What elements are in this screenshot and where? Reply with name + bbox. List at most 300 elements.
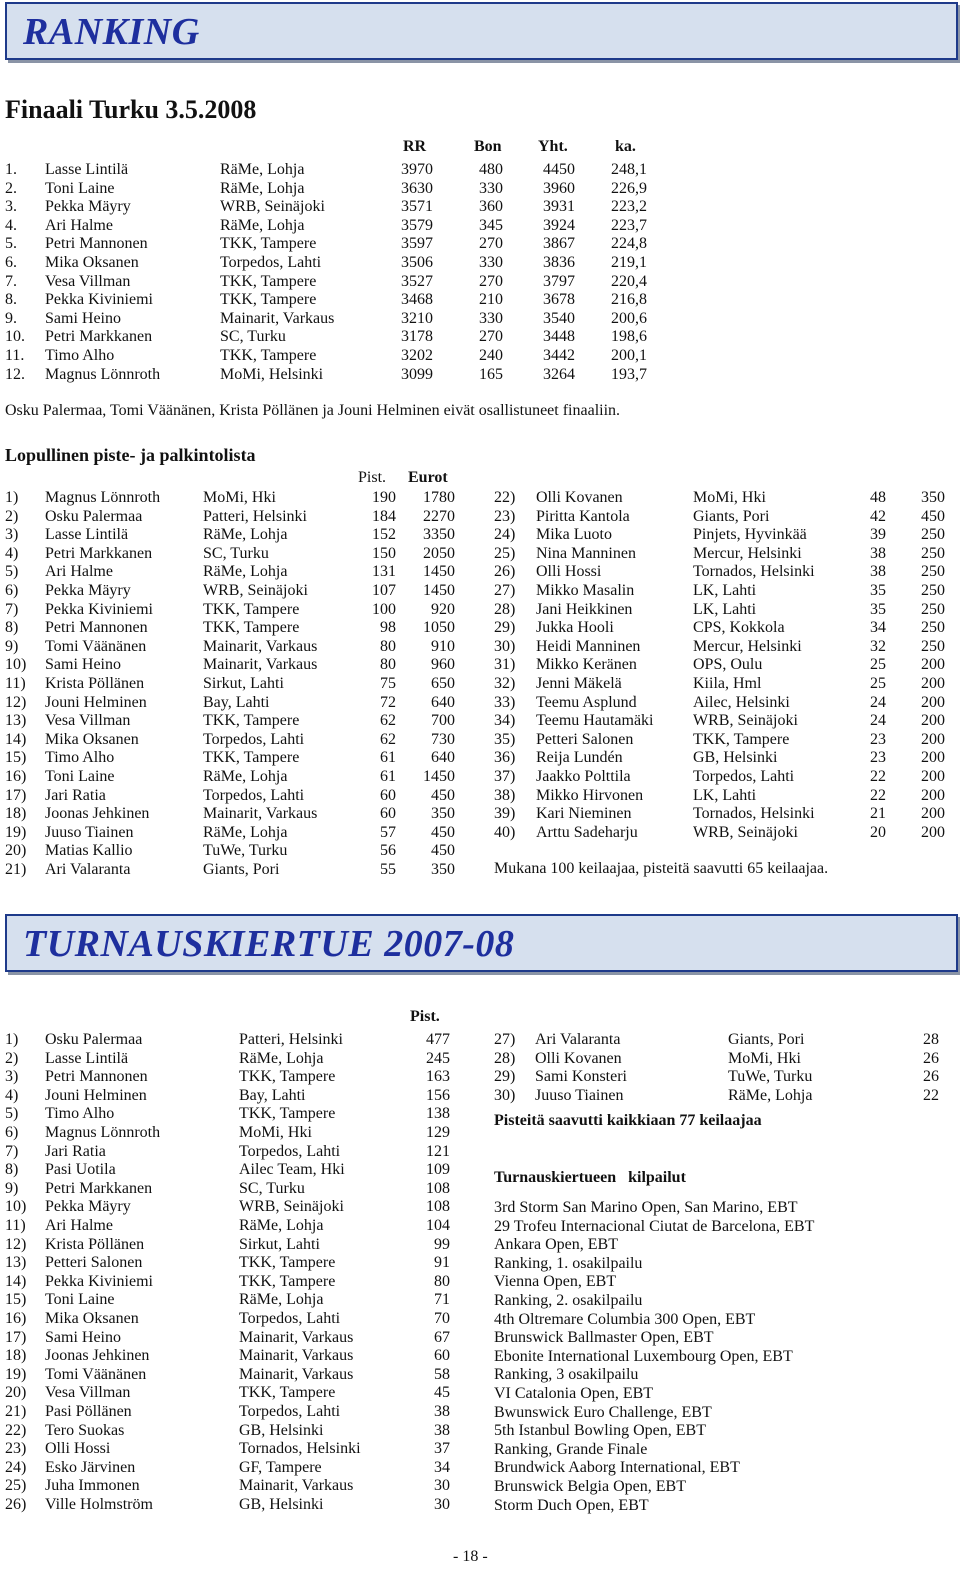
turnaus-row [0, 1086, 960, 1105]
euros: 200 [921, 749, 945, 767]
bonus-score: 330 [479, 179, 503, 197]
club: Giants, Pori [693, 507, 770, 525]
competition-item: Ranking, 2. osakilpailu [494, 1292, 643, 1309]
turnaus-row [0, 1309, 480, 1328]
player-name: Sami Konsteri [535, 1068, 627, 1086]
turnaus-row [0, 1328, 480, 1347]
points: 75 [380, 675, 396, 692]
total-score: 3867 [543, 235, 575, 253]
club: WRB, Seinäjoki [239, 1198, 344, 1216]
lopullinen-row [0, 655, 960, 674]
player-name: Ville Holmström [45, 1496, 153, 1513]
club: Patteri, Helsinki [203, 507, 307, 525]
rank: 10) [5, 1198, 27, 1216]
bonus-score: 210 [479, 291, 503, 309]
euros: 200 [921, 823, 945, 841]
lopullinen-row [0, 860, 480, 879]
points: 61 [380, 768, 396, 785]
club: RäMe, Lohja [239, 1049, 324, 1067]
club: Giants, Pori [728, 1031, 805, 1048]
player-name: Lasse Lintilä [45, 526, 129, 544]
lopullinen-row [0, 525, 960, 544]
bonus-score: 240 [479, 347, 503, 364]
points: 35 [870, 582, 886, 599]
euros: 200 [921, 730, 945, 748]
euros: 200 [921, 712, 945, 730]
player-name: Olli Kovanen [535, 1049, 622, 1067]
points: 24 [870, 693, 886, 711]
player-name: Timo Alho [45, 749, 115, 767]
rank: 2) [5, 507, 19, 525]
total-score: 3960 [543, 179, 575, 197]
club: RäMe, Lohja [220, 161, 305, 178]
competition-item: 29 Trofeu Internacional Ciutat de Barcelona, EBT [494, 1217, 815, 1235]
club: TKK, Tampere [239, 1384, 336, 1402]
rank: 2. [5, 179, 17, 197]
rr-score: 3571 [401, 198, 433, 216]
euros: 1780 [423, 489, 455, 506]
rank: 21) [5, 861, 27, 878]
average: 198,6 [611, 328, 647, 346]
euros: 1450 [423, 563, 455, 581]
rank: 6. [5, 254, 17, 271]
club: TKK, Tampere [693, 730, 790, 748]
points: 60 [434, 1347, 450, 1365]
finaali-row [0, 253, 960, 272]
total-score: 3442 [543, 347, 575, 364]
points: 60 [380, 805, 396, 823]
points: 39 [870, 526, 886, 544]
rank: 16) [5, 1310, 27, 1327]
turnaus-right-table [0, 1030, 960, 1110]
club: RäMe, Lohja [220, 179, 305, 197]
rank: 23) [494, 507, 516, 525]
points: 100 [372, 600, 396, 618]
bonus-score: 270 [479, 235, 503, 253]
player-name: Mika Oksanen [45, 1310, 139, 1327]
rank: 14) [5, 730, 27, 748]
turnaus-summary: Pisteitä saavutti kaikkiaan 77 keilaajaa [494, 1112, 762, 1129]
average: 223,7 [611, 216, 647, 234]
player-name: Jani Heikkinen [536, 600, 633, 618]
rr-score: 3506 [401, 254, 433, 271]
points: 25 [870, 675, 886, 692]
player-name: Jenni Mäkelä [536, 675, 622, 692]
lopullinen-row [0, 562, 960, 581]
points: 60 [380, 786, 396, 804]
euros: 650 [431, 675, 455, 692]
rank: 19) [5, 823, 27, 841]
player-name: Lasse Lintilä [45, 1049, 129, 1067]
player-name: Pasi Uotila [45, 1161, 116, 1179]
competition-item: Brunswick Belgia Open, EBT [494, 1478, 686, 1495]
club: Kiila, Hml [693, 675, 762, 692]
club: LK, Lahti [693, 600, 757, 618]
player-name: Mikko Hirvonen [536, 786, 644, 804]
rank: 23) [5, 1440, 27, 1458]
club: CPS, Kokkola [693, 619, 785, 637]
player-name: Petri Mannonen [45, 1068, 148, 1086]
player-name: Arttu Sadeharju [536, 823, 638, 841]
player-name: Magnus Lönnroth [45, 489, 161, 506]
lopullinen-title: Lopullinen piste- ja palkintolista [5, 445, 256, 465]
lopullinen-row [0, 748, 960, 767]
turnaus-row [0, 1290, 480, 1309]
club: GB, Helsinki [239, 1496, 324, 1513]
points: 67 [434, 1328, 450, 1346]
points: 150 [372, 544, 396, 562]
rank: 38) [494, 786, 516, 804]
rank: 3) [5, 1068, 19, 1086]
points: 34 [870, 619, 886, 637]
player-name: Magnus Lönnroth [45, 365, 161, 383]
club: TKK, Tampere [220, 291, 317, 309]
competition-item: Ebonite International Luxembourg Open, EBT [494, 1347, 793, 1365]
club: LK, Lahti [693, 786, 757, 804]
club: SC, Turku [203, 544, 269, 562]
club: TKK, Tampere [203, 749, 300, 767]
lopullinen-row [0, 804, 960, 823]
euros: 200 [921, 656, 945, 674]
competition-item: Ranking, 1. osakilpailu [494, 1254, 643, 1272]
points: 38 [870, 544, 886, 562]
points: 55 [380, 861, 396, 878]
club: GF, Tampere [239, 1458, 322, 1476]
player-name: Olli Hossi [536, 563, 602, 581]
total-score: 4450 [543, 161, 575, 178]
player-name: Ari Valaranta [535, 1031, 621, 1048]
points: 104 [426, 1217, 450, 1234]
player-name: Petri Mannonen [45, 619, 148, 637]
rank: 39) [494, 805, 516, 823]
points: 22 [870, 768, 886, 785]
club: Sirkut, Lahti [203, 675, 284, 692]
points: 190 [372, 489, 396, 506]
points: 70 [434, 1310, 450, 1327]
club: GB, Helsinki [693, 749, 778, 767]
bonus-score: 360 [479, 198, 503, 216]
player-name: Petteri Salonen [45, 1254, 143, 1272]
player-name: Pekka Kiviniemi [45, 600, 153, 618]
turnaus-row [0, 1272, 480, 1291]
average: 193,7 [611, 365, 647, 383]
euros: 640 [431, 749, 455, 767]
club: TKK, Tampere [203, 619, 300, 637]
euros: 350 [921, 489, 945, 506]
lopullinen-row [0, 600, 960, 619]
rank: 11. [5, 347, 25, 364]
rank: 6) [5, 1124, 19, 1141]
euros: 200 [921, 693, 945, 711]
player-name: Kari Nieminen [536, 805, 632, 823]
rank: 7) [5, 600, 19, 618]
player-name: Sami Heino [45, 309, 121, 327]
points: 99 [434, 1235, 450, 1253]
rank: 19) [5, 1365, 27, 1383]
bonus-score: 345 [479, 216, 503, 234]
euros: 250 [921, 544, 945, 562]
player-name: Olli Kovanen [536, 489, 623, 506]
club: SC, Turku [220, 328, 286, 346]
club: Torpedos, Lahti [203, 730, 305, 748]
player-name: Ari Halme [45, 563, 113, 581]
euros: 450 [431, 786, 455, 804]
points: 37 [434, 1440, 450, 1458]
rr-score: 3970 [401, 161, 433, 178]
player-name: Pekka Mäyry [45, 582, 131, 599]
competitions-list [494, 1198, 954, 1528]
euros: 450 [431, 823, 455, 841]
player-name: Krista Pöllänen [45, 675, 145, 692]
rank: 33) [494, 693, 516, 711]
player-name: Mikko Masalin [536, 582, 635, 599]
finaali-row [0, 179, 960, 198]
club: Tornados, Helsinki [693, 805, 815, 823]
turnaus-row [0, 1346, 480, 1365]
bonus-score: 165 [479, 365, 503, 383]
rank: 21) [5, 1403, 27, 1420]
club: TKK, Tampere [239, 1105, 336, 1123]
player-name: Jari Ratia [45, 786, 106, 804]
player-name: Pekka Mäyry [45, 198, 131, 216]
euros: 3350 [423, 526, 455, 544]
points: 35 [870, 600, 886, 618]
points: 91 [434, 1254, 450, 1272]
points: 57 [380, 823, 396, 841]
rank: 8) [5, 1161, 19, 1179]
rank: 24) [494, 526, 516, 544]
club: TKK, Tampere [203, 712, 300, 730]
club: Torpedos, Lahti [239, 1142, 341, 1160]
competition-item: 3rd Storm San Marino Open, San Marino, EBT [494, 1199, 798, 1216]
club: TKK, Tampere [220, 347, 317, 364]
rank: 20) [5, 842, 27, 860]
points: 477 [426, 1031, 450, 1048]
points: 245 [426, 1049, 450, 1067]
points: 42 [870, 507, 886, 525]
points: 109 [426, 1161, 450, 1179]
total-score: 3797 [543, 272, 575, 290]
rank: 29) [494, 619, 516, 637]
player-name: Jouni Helminen [45, 1086, 147, 1104]
lopullinen-header-eurot: Eurot [408, 469, 448, 486]
player-name: Jouni Helminen [45, 693, 147, 711]
points: 45 [434, 1384, 450, 1402]
player-name: Toni Laine [45, 179, 115, 197]
player-name: Mika Oksanen [45, 730, 139, 748]
rank: 27) [494, 582, 516, 599]
club: Bay, Lahti [203, 693, 270, 711]
euros: 200 [921, 805, 945, 823]
points: 26 [923, 1049, 939, 1067]
turnaus-row [0, 1495, 480, 1514]
rank: 18) [5, 805, 27, 823]
euros: 1450 [423, 582, 455, 599]
club: Torpedos, Lahti [203, 786, 305, 804]
points: 98 [380, 619, 396, 637]
euros: 250 [921, 563, 945, 581]
rank: 3) [5, 526, 19, 544]
rank: 13) [5, 712, 27, 730]
points: 24 [870, 712, 886, 730]
player-name: Pasi Pöllänen [45, 1403, 132, 1420]
points: 56 [380, 842, 396, 860]
club: Torpedos, Lahti [220, 254, 322, 271]
rr-score: 3210 [401, 309, 433, 327]
rank: 30) [494, 637, 516, 655]
club: WRB, Seinäjoki [203, 582, 308, 599]
points: 152 [372, 526, 396, 544]
lopullinen-note: Mukana 100 keilaajaa, pisteitä saavutti 65 keilaajaa. [494, 860, 829, 877]
turnaus-row [0, 1160, 480, 1179]
rank: 6) [5, 582, 19, 599]
player-name: Ari Valaranta [45, 861, 131, 878]
points: 30 [434, 1477, 450, 1495]
club: Patteri, Helsinki [239, 1031, 343, 1048]
player-name: Sami Heino [45, 1328, 121, 1346]
points: 23 [870, 730, 886, 748]
player-name: Pekka Kiviniemi [45, 1272, 153, 1290]
rank: 12) [5, 1235, 27, 1253]
bonus-score: 330 [479, 254, 503, 271]
player-name: Matias Kallio [45, 842, 133, 860]
points: 72 [380, 693, 396, 711]
player-name: Esko Järvinen [45, 1458, 136, 1476]
points: 163 [426, 1068, 450, 1086]
finaali-row [0, 365, 960, 384]
competition-item: Ranking, 3 osakilpailu [494, 1366, 639, 1384]
finaali-header-rr: RR [403, 138, 427, 155]
average: 200,6 [611, 309, 647, 327]
competition-item: VI Catalonia Open, EBT [494, 1385, 654, 1402]
rank: 5. [5, 235, 17, 253]
points: 108 [426, 1179, 450, 1197]
club: SC, Turku [239, 1179, 305, 1197]
rank: 12) [5, 693, 27, 711]
points: 129 [426, 1124, 450, 1141]
player-name: Osku Palermaa [45, 507, 143, 525]
rank: 29) [494, 1068, 516, 1086]
rank: 26) [494, 563, 516, 581]
bonus-score: 270 [479, 328, 503, 346]
rank: 15) [5, 749, 27, 767]
rank: 10) [5, 656, 27, 674]
rank: 10. [5, 328, 25, 346]
points: 26 [923, 1068, 939, 1086]
rank: 4) [5, 1086, 19, 1104]
finaali-row [0, 290, 960, 309]
player-name: Sami Heino [45, 656, 121, 674]
rank: 2) [5, 1049, 19, 1067]
player-name: Petri Mannonen [45, 235, 148, 253]
lopullinen-row [0, 730, 960, 749]
points: 32 [870, 637, 886, 655]
player-name: Juuso Tiainen [535, 1086, 624, 1104]
points: 80 [380, 637, 396, 655]
total-score: 3264 [543, 365, 575, 383]
club: MoMi, Hki [693, 489, 766, 506]
rank: 16) [5, 768, 27, 785]
rank: 1. [5, 161, 17, 178]
euros: 960 [431, 656, 455, 674]
lopullinen-row [0, 488, 960, 507]
points: 30 [434, 1496, 450, 1513]
competition-item: Ranking, Grande Finale [494, 1440, 648, 1458]
competitions-title: Turnauskiertueen kilpailut [494, 1169, 686, 1186]
finaali-row [0, 197, 960, 216]
rank: 28) [494, 1049, 516, 1067]
club: MoMi, Hki [728, 1049, 801, 1067]
club: GB, Helsinki [239, 1421, 324, 1439]
lopullinen-row [0, 618, 960, 637]
turnaus-row [0, 1197, 480, 1216]
player-name: Toni Laine [45, 768, 115, 785]
points: 22 [870, 786, 886, 804]
club: TuWe, Turku [728, 1068, 813, 1086]
turnaus-row [0, 1235, 480, 1254]
lopullinen-row [0, 823, 960, 842]
club: WRB, Seinäjoki [693, 823, 798, 841]
euros: 2270 [423, 507, 455, 525]
club: TKK, Tampere [239, 1272, 336, 1290]
rank: 7. [5, 272, 17, 290]
points: 62 [380, 712, 396, 730]
total-score: 3448 [543, 328, 575, 346]
club: RäMe, Lohja [203, 526, 288, 544]
player-name: Reija Lundén [536, 749, 623, 767]
player-name: Jari Ratia [45, 1142, 106, 1160]
euros: 200 [921, 786, 945, 804]
points: 184 [372, 507, 396, 525]
rr-score: 3597 [401, 235, 433, 253]
turnaus-row [0, 1365, 480, 1384]
rank: 25) [494, 544, 516, 562]
turnauskiertue-banner [5, 914, 958, 972]
rank: 9. [5, 309, 17, 327]
finaali-row [0, 327, 960, 346]
club: Mercur, Helsinki [693, 544, 802, 562]
turnauskiertue-banner-title: TURNAUSKIERTUE 2007-08 [23, 923, 515, 965]
competition-item: Ankara Open, EBT [494, 1236, 618, 1254]
euros: 250 [921, 619, 945, 637]
euros: 920 [431, 600, 455, 618]
lopullinen-right-table [0, 488, 960, 848]
player-name: Petri Markkanen [45, 1179, 153, 1197]
club: Mainarit, Varkaus [203, 656, 318, 674]
bonus-score: 480 [479, 161, 503, 178]
club: TKK, Tampere [220, 235, 317, 253]
finaali-row [0, 272, 960, 291]
points: 107 [372, 582, 396, 599]
average: 226,9 [611, 179, 647, 197]
player-name: Osku Palermaa [45, 1031, 143, 1048]
player-name: Mika Oksanen [45, 254, 139, 271]
rank: 18) [5, 1347, 27, 1365]
club: Ailec, Helsinki [693, 693, 790, 711]
player-name: Pekka Mäyry [45, 1198, 131, 1216]
finaali-row [0, 234, 960, 253]
total-score: 3931 [543, 198, 575, 216]
points: 22 [923, 1086, 939, 1104]
rr-score: 3468 [401, 291, 433, 309]
player-name: Petri Markkanen [45, 544, 153, 562]
player-name: Petri Markkanen [45, 328, 153, 346]
lopullinen-row [0, 581, 960, 600]
points: 121 [426, 1142, 450, 1160]
lopullinen-row [0, 767, 960, 786]
euros: 350 [431, 861, 455, 878]
rank: 8. [5, 291, 17, 309]
